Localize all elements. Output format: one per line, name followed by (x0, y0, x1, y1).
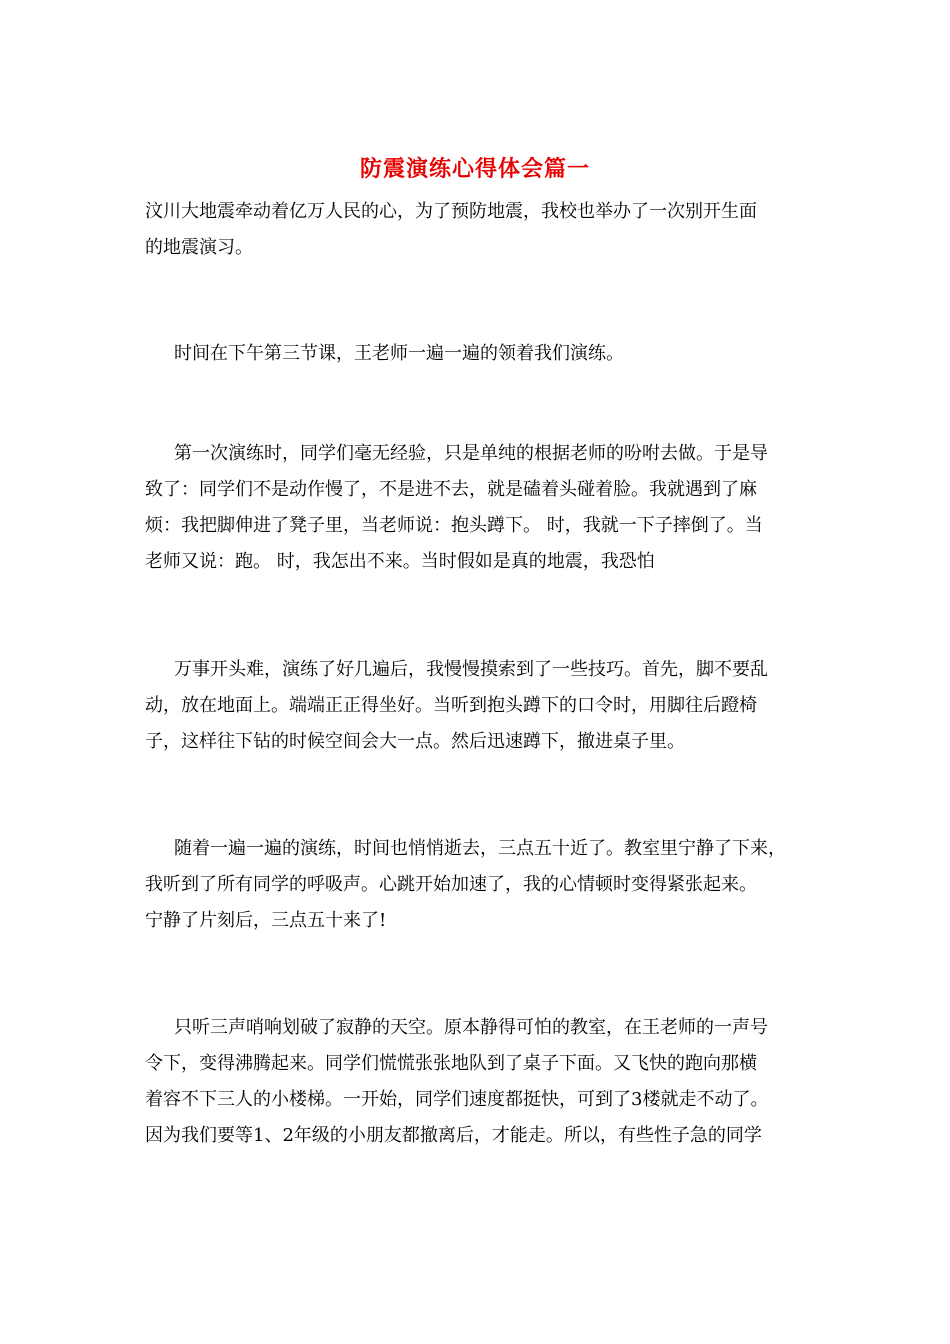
paragraph-line: 致了：同学们不是动作慢了，不是进不去，就是磕着头碰着脸。我就遇到了麻 (145, 479, 757, 500)
paragraph-line: 汶川大地震牵动着亿万人民的心，为了预防地震，我校也举办了一次别开生面 (145, 201, 757, 222)
paragraph-line: 的地震演习。 (145, 237, 253, 258)
paragraph-line: 因为我们要等1、2年级的小朋友都撤离后，才能走。所以，有些性子急的同学 (145, 1125, 762, 1146)
paragraph-line: 令下，变得沸腾起来。同学们慌慌张张地队到了桌子下面。又飞快的跑向那横 (145, 1053, 757, 1074)
paragraph-line: 时间在下午第三节课，王老师一遍一遍的领着我们演练。 (174, 343, 624, 364)
paragraph-line: 子，这样往下钻的时候空间会大一点。然后迅速蹲下，撤进桌子里。 (145, 731, 685, 752)
paragraph-line: 老师又说：跑。 时，我怎出不来。当时假如是真的地震，我恐怕 (145, 551, 655, 572)
paragraph-line: 随着一遍一遍的演练，时间也悄悄逝去，三点五十近了。教室里宁静了下来， (174, 838, 786, 859)
paragraph-2 (145, 336, 810, 372)
paragraph-line: 动，放在地面上。端端正正得坐好。当听到抱头蹲下的口令时，用脚往后蹬椅 (145, 695, 757, 716)
paragraph-3 (145, 436, 810, 580)
paragraph-line: 我听到了所有同学的呼吸声。心跳开始加速了，我的心情顿时变得紧张起来。 (145, 874, 757, 895)
paragraph-line: 万事开头难，演练了好几遍后，我慢慢摸索到了一些技巧。首先，脚不要乱 (174, 659, 768, 680)
paragraph-line: 着容不下三人的小楼梯。一开始，同学们速度都挺快，可到了3楼就走不动了。 (145, 1089, 769, 1110)
paragraph-6 (145, 1010, 810, 1154)
document-title: 防震演练心得体会篇一 (359, 156, 590, 182)
paragraph-5 (145, 831, 810, 939)
paragraph-line: 只听三声哨响划破了寂静的天空。原本静得可怕的教室，在王老师的一声号 (174, 1017, 768, 1038)
paragraph-4 (145, 652, 810, 760)
paragraph-line: 烦：我把脚伸进了凳子里，当老师说：抱头蹲下。 时，我就一下子摔倒了。当 (145, 515, 763, 536)
paragraph-line: 第一次演练时，同学们毫无经验，只是单纯的根据老师的吩咐去做。于是导 (174, 443, 768, 464)
paragraph-line: 宁静了片刻后，三点五十来了! (145, 910, 387, 931)
paragraph-1 (145, 194, 810, 266)
